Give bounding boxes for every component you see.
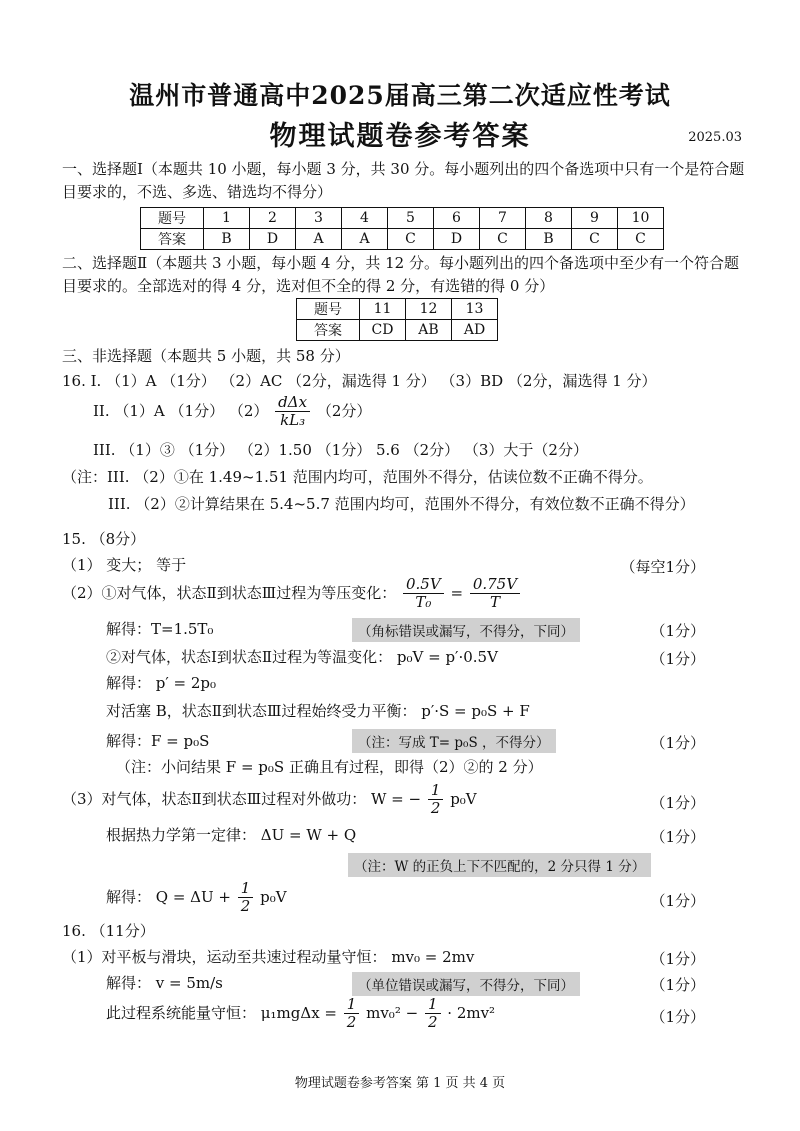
q15-part1-score: （每空1分） — [620, 558, 705, 576]
fraction — [425, 996, 441, 1032]
q15-solution-3: 解得： p′ = 2p₀ — [106, 674, 217, 692]
fraction — [238, 880, 254, 916]
table-row — [297, 299, 498, 320]
table-cell: 10 — [618, 208, 664, 229]
q15-part3 — [62, 782, 477, 818]
fraction-numerator: 1 — [425, 996, 441, 1014]
q15-solution-5: 解得：F = p₀S — [106, 732, 210, 750]
table-cell: A — [296, 229, 342, 250]
q16b-heading: 16. （11分） — [62, 922, 155, 940]
score: （1分） — [650, 828, 705, 846]
table-cell: 6 — [434, 208, 480, 229]
fraction-numerator: 1 — [344, 996, 360, 1014]
table-cell: 7 — [480, 208, 526, 229]
fraction-denominator: 2 — [240, 897, 251, 916]
grading-note: （注：写成 T= p₀S ，不得分） — [352, 729, 556, 753]
fraction-denominator: kL₃ — [280, 411, 306, 430]
q16b-part1: （1）对平板与滑块，运动至共速过程动量守恒： mv₀ = 2mv — [62, 948, 475, 966]
fraction-numerator: 1 — [238, 880, 254, 898]
table-cell: 5 — [388, 208, 434, 229]
table-cell: D — [434, 229, 480, 250]
fraction — [275, 394, 310, 430]
q15-part2 — [62, 576, 522, 612]
q15-note: （注：小问结果 F = p₀S 正确且有过程，即得（2）②的 2 分） — [116, 758, 543, 776]
table-cell: D — [250, 229, 296, 250]
q16-part2-score: （2分） — [316, 401, 372, 420]
fraction-numerator: 1 — [428, 782, 444, 800]
q15-part3-term: p₀V — [450, 789, 477, 808]
section2-heading-cont: 目要求的。全部选对的得 4 分，选对但不全的得 2 分，有选错的得 0 分） — [62, 277, 555, 295]
q15-part1: （1） 变大； 等于 — [62, 556, 187, 574]
section1-heading: 一、选择题Ⅰ（本题共 10 小题，每小题 3 分，共 30 分。每小题列出的四个备选项中只有一个是符合题 — [62, 160, 745, 178]
fraction-denominator: T₀ — [415, 593, 432, 612]
section3-heading: 三、非选择题（本题共 5 小题，共 58 分） — [62, 347, 350, 365]
q15-solution-8-text: 解得： Q = ΔU + — [106, 887, 231, 906]
grading-note: （角标错误或漏写，不得分，下同） — [352, 618, 580, 642]
q15-solution-2: ②对气体，状态Ⅰ到状态Ⅱ过程为等温变化： p₀V = p′·0.5V — [106, 648, 498, 666]
fraction — [344, 996, 360, 1032]
q16b-solution-2-term: · 2mv² — [447, 1003, 496, 1022]
fraction-denominator: 2 — [427, 1013, 438, 1032]
fraction — [470, 576, 520, 612]
q15-solution-8 — [106, 880, 287, 916]
table-cell: 1 — [204, 208, 250, 229]
page-footer: 物理试题卷参考答案 第 1 页 共 4 页 — [294, 1076, 506, 1091]
q16-part3: III. （1）③ （1分） （2）1.50 （1分） 5.6 （2分） （3）大于（2分） — [93, 441, 588, 459]
table-cell: 答案 — [297, 320, 360, 341]
table-cell: C — [618, 229, 664, 250]
exam-title: 温州市普通高中2025届高三第二次适应性考试 — [129, 81, 671, 110]
q15-part2-text: （2）①对气体，状态Ⅱ到状态Ⅲ过程为等压变化： — [62, 583, 397, 602]
q16b-solution-2-mid: mv₀² − — [366, 1003, 419, 1022]
table-cell: C — [388, 229, 434, 250]
grading-note: （注：W 的正负上下不匹配的，2 分只得 1 分） — [348, 853, 651, 877]
q16b-solution-1: 解得： v = 5m/s — [106, 974, 223, 992]
table-cell: A — [342, 229, 388, 250]
q16b-solution-2-text: 此过程系统能量守恒： μ₁mgΔx = — [106, 1003, 337, 1022]
table-cell: 11 — [360, 299, 406, 320]
fraction — [428, 782, 444, 818]
score: （1分） — [650, 794, 705, 812]
q15-part3-text: （3）对气体，状态Ⅱ到状态Ⅲ过程对外做功： W = − — [62, 789, 422, 808]
grading-note: （单位错误或漏写，不得分，下同） — [352, 972, 580, 996]
table-cell: AB — [406, 320, 452, 341]
table-cell: 答案 — [141, 229, 204, 250]
table-row — [141, 208, 664, 229]
table-cell: 12 — [406, 299, 452, 320]
fraction-numerator: 0.75V — [470, 576, 520, 594]
q15-solution-4: 对活塞 B，状态Ⅱ到状态Ⅲ过程始终受力平衡： p′·S = p₀S + F — [106, 702, 530, 720]
table-cell: AD — [452, 320, 498, 341]
table-cell: 题号 — [141, 208, 204, 229]
table-cell: 13 — [452, 299, 498, 320]
section1-heading-cont: 目要求的，不选、多选、错选均不得分） — [62, 183, 333, 201]
score: （1分） — [650, 950, 705, 968]
table-cell: 2 — [250, 208, 296, 229]
fraction-numerator: dΔx — [275, 394, 310, 412]
fraction-denominator: 2 — [346, 1013, 357, 1032]
table-row — [141, 229, 664, 250]
fraction-numerator: 0.5V — [403, 576, 444, 594]
score: （1分） — [650, 1008, 705, 1026]
table-cell: 8 — [526, 208, 572, 229]
fraction-denominator: T — [489, 593, 500, 612]
section2-heading: 二、选择题Ⅱ（本题共 3 小题，每小题 4 分，共 12 分。每小题列出的四个备选项中至少有一个符合题 — [62, 254, 739, 272]
document-title: 物理试题卷参考答案 — [269, 121, 531, 152]
equals-sign: = — [450, 583, 464, 602]
fraction — [403, 576, 444, 612]
fraction-denominator: 2 — [430, 799, 441, 818]
q16-part2 — [93, 394, 371, 430]
score: （1分） — [650, 892, 705, 910]
score: （1分） — [650, 734, 705, 752]
q16-part2-text: II. （1）A （1分） （2） — [93, 401, 269, 420]
q15-solution-8-term: p₀V — [260, 887, 287, 906]
q16-note2: III. （2）②计算结果在 5.4~5.7 范围内均可，范围外不得分，有效位数不正确不得分） — [108, 495, 695, 513]
section1-answer-table — [140, 207, 664, 250]
q16-note1: （注：III. （2）①在 1.49~1.51 范围内均可，范围外不得分，估读位数不正确不得分。 — [62, 468, 653, 486]
table-cell: 题号 — [297, 299, 360, 320]
q16-part1: 16. I. （1）A （1分） （2）AC （2分，漏选得 1 分） （3）BD （2分，漏选得 1 分） — [62, 372, 657, 390]
score: （1分） — [650, 976, 705, 994]
table-cell: B — [526, 229, 572, 250]
table-cell: C — [572, 229, 618, 250]
table-row — [297, 320, 498, 341]
document-date: 2025.03 — [688, 130, 742, 145]
table-cell: B — [204, 229, 250, 250]
q15-heading: 15. （8分） — [62, 530, 146, 548]
score: （1分） — [650, 622, 705, 640]
q16b-solution-2 — [106, 996, 495, 1032]
table-cell: 9 — [572, 208, 618, 229]
table-cell: CD — [360, 320, 406, 341]
score: （1分） — [650, 650, 705, 668]
q15-solution-1: 解得：T=1.5T₀ — [106, 620, 214, 638]
table-cell: C — [480, 229, 526, 250]
table-cell: 4 — [342, 208, 388, 229]
q15-solution-7: 根据热力学第一定律： ΔU = W + Q — [106, 826, 357, 844]
section2-answer-table — [296, 298, 498, 341]
table-cell: 3 — [296, 208, 342, 229]
